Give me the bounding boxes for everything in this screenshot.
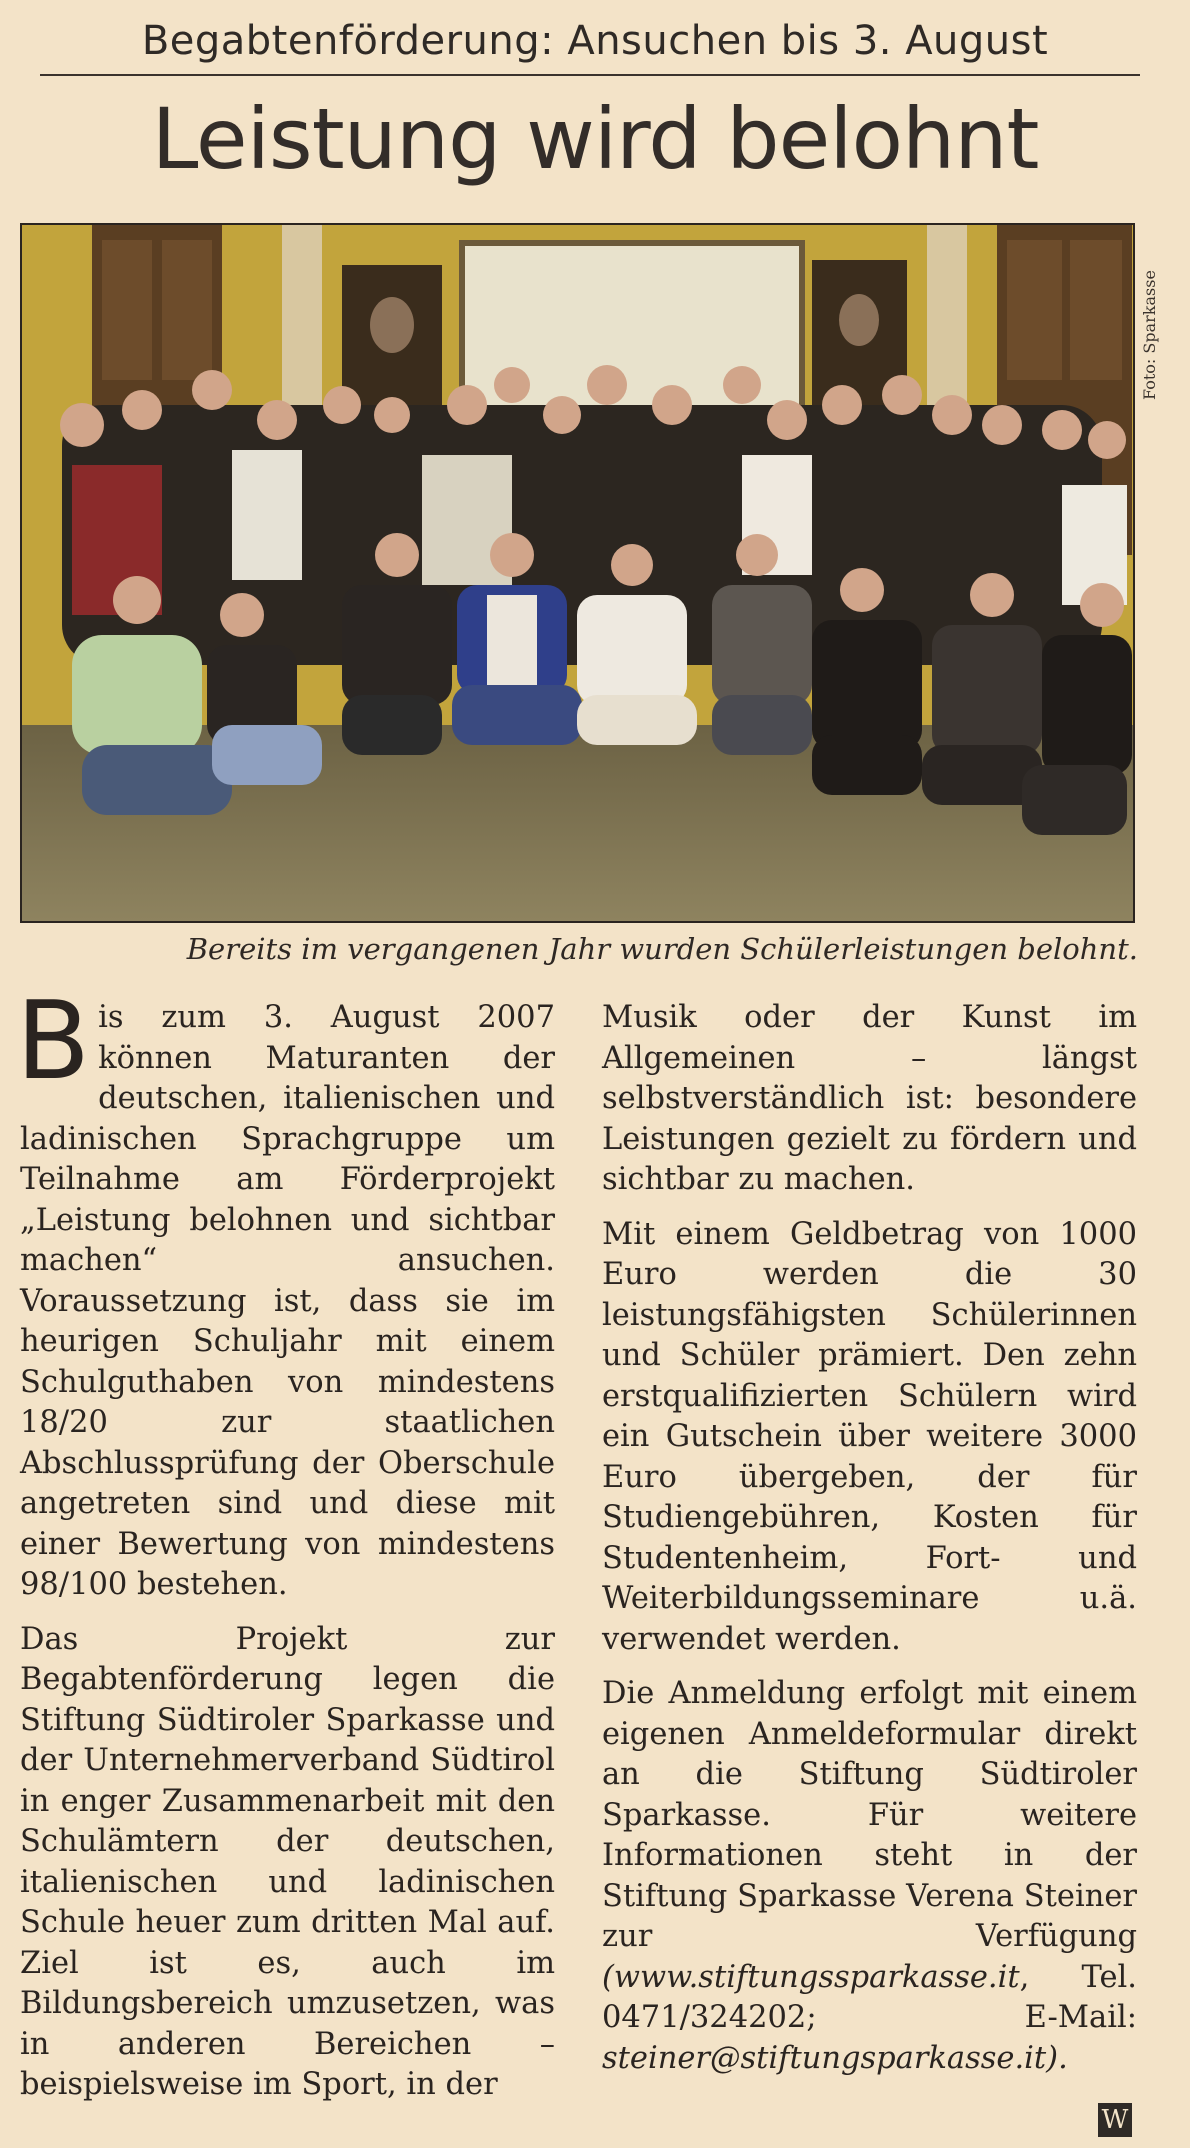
paragraph-1 — [16, 979, 555, 1606]
phone-text: , Tel. 0471/324202; E-Mail: — [602, 1959, 1137, 2035]
paragraph-5-text: Die Anmeldung erfolgt mit einem eigenen Anmeldeformular direkt an die Stiftung Südtiroler Sparkasse. Für weitere Informationen steht in der Stiftung Sparkasse Verena Steiner zur Verfügung — [602, 1676, 1137, 1954]
article-column-left — [16, 979, 555, 2106]
paragraph-2: Das Projekt zur Begabtenförderung legen die Stiftung Südtiroler Sparkasse und der Unternehmerverband Südtirol in enger Zusammenarbeit mit den Schulämtern der deutschen, italienischen und ladinischen Schule heuer zum dritten Mal auf. Ziel ist es, auch im Bildungsbereich umzusetzen, was in anderen Bereichen – beispielsweise im Sport, in der — [20, 1621, 555, 2102]
article-kicker: Begabtenförderung: Ansuchen bis 3. August — [141, 18, 1049, 64]
paragraph-4: Mit einem Geldbetrag von 1000 Euro werden die 30 leistungsfähigsten Schülerinnen und Schüler prämiert. Den zehn erstqualifizierten Schülern wird ein Gutschein über weitere 3000 Euro übergeben, der für Studiengebühren, Kosten für Studentenheim, Fort- und Weiterbildungsseminare u.ä. verwendet werden. — [602, 1216, 1137, 1657]
article-headline: Leistung wird belohnt — [151, 90, 1039, 188]
end-mark: W — [1098, 2103, 1132, 2137]
article-column-right — [602, 998, 1137, 2079]
paragraph-1-text: is zum 3. August 2007 können Maturanten der deutschen, italienischen und ladinischen Sprachgruppe um Teilnahme am Förderprojekt „Leistung belohnen und sichtbar machen“ ansuchen. Voraussetzung ist, dass sie im heurigen Schuljahr mit einem Schulguthaben von mindestens 18/20 zur staatlichen Abschlussprüfung der Oberschule angetreten sind und diese mit einer Bewertung von mindestens 98/100 bestehen. — [20, 1000, 555, 1602]
group-photo — [20, 223, 1135, 923]
kicker-rule — [40, 74, 1140, 76]
photo-caption: Bereits im vergangenen Jahr wurden Schülerleistungen belohnt. — [186, 932, 1138, 966]
paragraph-3: Musik oder der Kunst im Allgemeinen – längst selbstverständlich ist: besondere Leistungen gezielt zu fördern und sichtbar zu machen. — [602, 1000, 1137, 1197]
website-link[interactable]: (www.stiftungssparkasse.it — [602, 1959, 1020, 1995]
paragraph-5 — [602, 1674, 1137, 2079]
photo-credit: Foto: Sparkasse — [1140, 270, 1159, 400]
drop-cap: B — [16, 979, 91, 1104]
group-photo-illustration — [22, 225, 1133, 921]
email-link[interactable]: steiner@stiftungsparkasse.it). — [602, 2040, 1068, 2076]
